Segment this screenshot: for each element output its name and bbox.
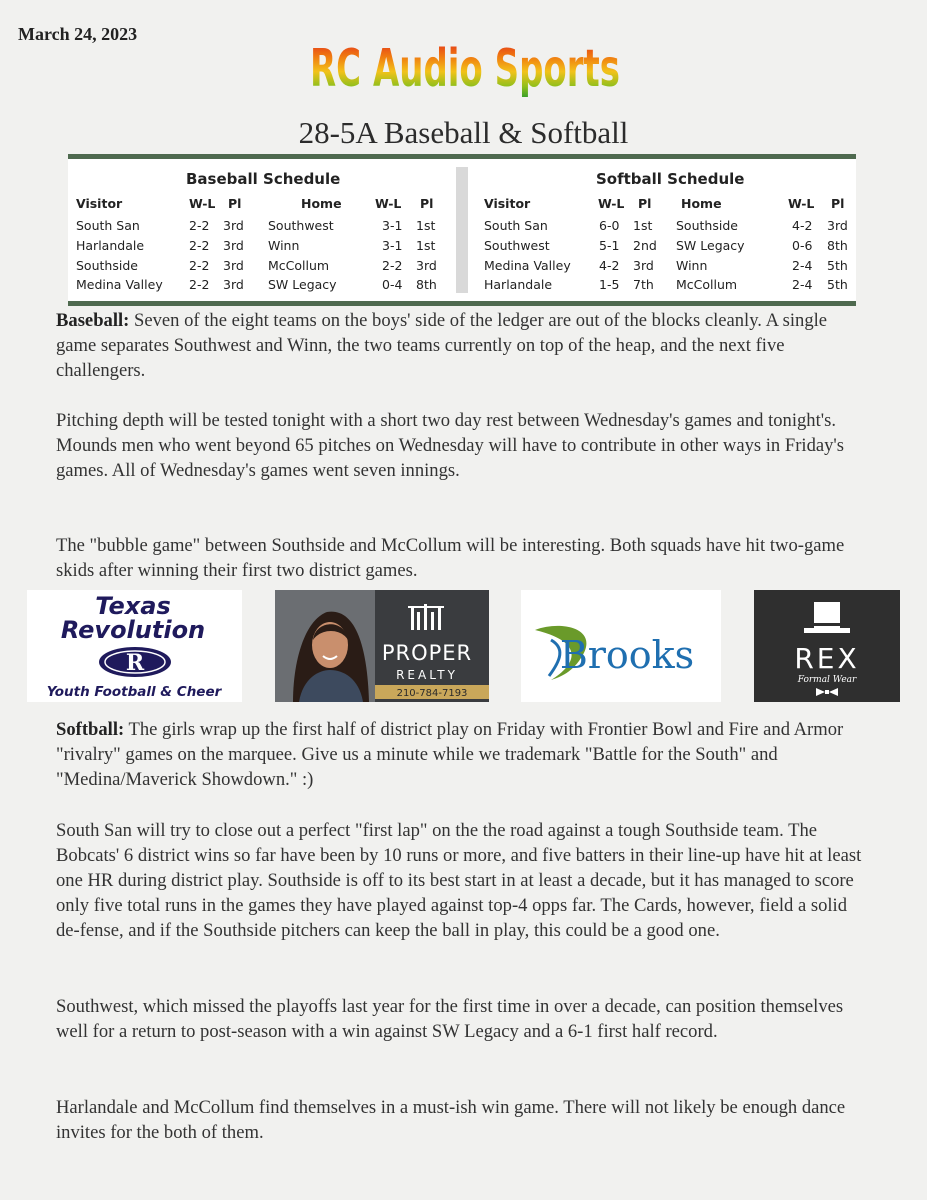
proper-realty-building-icon (408, 604, 444, 630)
baseball-row-pl: 3rd (223, 238, 244, 253)
sponsor-proper-realty (275, 590, 489, 702)
softball-header-visitor: Visitor (484, 196, 531, 211)
baseball-header-visitor: Visitor (76, 196, 123, 211)
baseball-header-pl2: Pl (420, 196, 434, 211)
page-title: 28-5A Baseball & Softball (298, 115, 629, 150)
date: March 24, 2023 (18, 24, 138, 44)
softball-row-pl2: 5th (827, 258, 848, 273)
softball-row-wl: 4-2 (599, 258, 620, 273)
softball-label: Softball: (56, 719, 125, 740)
softball-row-pl: 7th (633, 277, 654, 292)
softball-row-wl: 6-0 (599, 218, 620, 233)
softball-row-pl2: 3rd (827, 218, 848, 233)
softball-row-visitor: Southwest (484, 238, 550, 253)
baseball-row-wl: 2-2 (189, 218, 210, 233)
baseball-row-wl2: 3-1 (382, 218, 403, 233)
baseball-paragraph-1 (56, 308, 868, 383)
softball-paragraph-1 (56, 717, 868, 792)
baseball-row-wl2: 0-4 (382, 277, 403, 292)
baseball-row-pl2: 3rd (416, 258, 437, 273)
baseball-row-wl: 2-2 (189, 277, 210, 292)
baseball-row-pl2: 1st (416, 218, 436, 233)
baseball-row-visitor: South San (76, 218, 140, 233)
baseball-label: Baseball: (56, 310, 130, 331)
softball-row-visitor: South San (484, 218, 548, 233)
baseball-row-home: SW Legacy (268, 277, 337, 292)
softball-row-wl2: 4-2 (792, 218, 813, 233)
baseball-row-pl: 3rd (223, 277, 244, 292)
softball-row-wl2: 0-6 (792, 238, 813, 253)
logo-text: RC Audio Sports (309, 38, 620, 99)
softball-paragraph-4: Harlandale and McCollum find themselves in a must-ish win game. There will not likely be enough dance invites for the both of them. (56, 1097, 846, 1143)
baseball-header-pl: Pl (228, 196, 242, 211)
top-hat-icon (804, 602, 850, 633)
softball-text-1: The girls wrap up the first half of district play on Friday with Frontier Bowl and Fire and Armor "rivalry" games on the marquee. Give us a minute while we trademark "Battle for the South" and "Medina/Maverick Showdown." :) (56, 719, 844, 790)
softball-row-wl2: 2-4 (792, 258, 813, 273)
softball-row-pl: 1st (633, 218, 653, 233)
baseball-row-wl2: 2-2 (382, 258, 403, 273)
baseball-row-home: McCollum (268, 258, 330, 273)
rc-audio-sports-logo (300, 30, 630, 100)
texas-revolution-line3: Youth Football & Cheer (46, 684, 222, 700)
softball-header-home: Home (681, 196, 722, 211)
softball-header-pl2: Pl (831, 196, 845, 211)
baseball-header-wl2: W-L (375, 196, 402, 211)
baseball-header-home: Home (301, 196, 342, 211)
texas-revolution-letter: R (125, 650, 145, 676)
softball-header-pl: Pl (638, 196, 652, 211)
baseball-row-wl: 2-2 (189, 258, 210, 273)
schedule-table (68, 154, 856, 306)
softball-row-pl2: 5th (827, 277, 848, 292)
baseball-row-pl2: 1st (416, 238, 436, 253)
softball-row-home: SW Legacy (676, 238, 745, 253)
baseball-text-1: Seven of the eight teams on the boys' side of the ledger are out of the blocks cleanly. A single game separates Southwest and Winn, the two teams currently on top of the heap, and the next five challengers. (56, 310, 828, 381)
softball-schedule-title: Softball Schedule (596, 170, 745, 188)
baseball-row-visitor: Southside (76, 258, 138, 273)
baseball-schedule-title: Baseball Schedule (186, 170, 341, 188)
sponsor-texas-revolution (27, 590, 242, 702)
softball-row-wl2: 2-4 (792, 277, 813, 292)
softball-paragraph-3: Southwest, which missed the playoffs last year for the first time in over a decade, can position themselves well for a return to post-season with a win against SW Legacy and a 6-1 first half record. (56, 996, 844, 1042)
softball-header-wl: W-L (598, 196, 625, 211)
baseball-row-pl: 3rd (223, 218, 244, 233)
softball-row-home: Winn (676, 258, 708, 273)
baseball-paragraph-3: The "bubble game" between Southside and McCollum will be interesting. Both squads have hit two-game skids after winning their first two district games. (56, 535, 845, 581)
rex-name: REX (794, 642, 860, 675)
softball-row-pl: 2nd (633, 238, 657, 253)
softball-row-wl: 1-5 (599, 277, 620, 292)
baseball-row-wl: 2-2 (189, 238, 210, 253)
texas-revolution-line2: Revolution (60, 616, 206, 644)
softball-row-home: McCollum (676, 277, 738, 292)
baseball-row-wl2: 3-1 (382, 238, 403, 253)
softball-header-wl2: W-L (788, 196, 815, 211)
softball-row-wl: 5-1 (599, 238, 620, 253)
bow-tie-icon (816, 688, 838, 696)
softball-row-pl: 3rd (633, 258, 654, 273)
proper-realty-sub: REALTY (396, 668, 458, 682)
baseball-row-home: Southwest (268, 218, 334, 233)
baseball-header-wl: W-L (189, 196, 216, 211)
baseball-row-pl: 3rd (223, 258, 244, 273)
proper-realty-phone: 210-784-7193 (396, 688, 468, 699)
sponsor-brooks (521, 590, 721, 702)
softball-row-visitor: Harlandale (484, 277, 553, 292)
softball-row-home: Southside (676, 218, 738, 233)
softball-row-visitor: Medina Valley (484, 258, 571, 273)
baseball-row-visitor: Harlandale (76, 238, 145, 253)
baseball-row-visitor: Medina Valley (76, 277, 163, 292)
schedule-divider (456, 167, 468, 293)
brooks-name: Brooks (559, 633, 695, 677)
baseball-paragraph-2: Pitching depth will be tested tonight with a short two day rest between Wednesday's games and tonight's. Mounds men who went beyond 65 pitches on Wednesday will have to contribute in other ways in Friday's games. All of Wednesday's games went seven innings. (56, 410, 845, 481)
rex-sub: Formal Wear (797, 675, 857, 685)
proper-realty-name: PROPER (381, 641, 473, 665)
baseball-row-pl2: 8th (416, 277, 437, 292)
baseball-row-home: Winn (268, 238, 300, 253)
sponsor-rex (754, 590, 900, 702)
softball-row-pl2: 8th (827, 238, 848, 253)
texas-revolution-line1: Texas (95, 592, 171, 620)
softball-paragraph-2: South San will try to close out a perfect "first lap" on the the road against a tough Southside team. The Bobcats' 6 district wins so far have been by 10 runs or more, and five batters in their line-up have hit at least one HR during district play. Southside is off to its best start in at least a decade, but it has managed to score only five total runs in the games they have played against top-4 opps far. The Cards, however, field a solid de-fense, and if the Southside pitchers can keep the ball in play, this could be a good one. (56, 820, 862, 941)
